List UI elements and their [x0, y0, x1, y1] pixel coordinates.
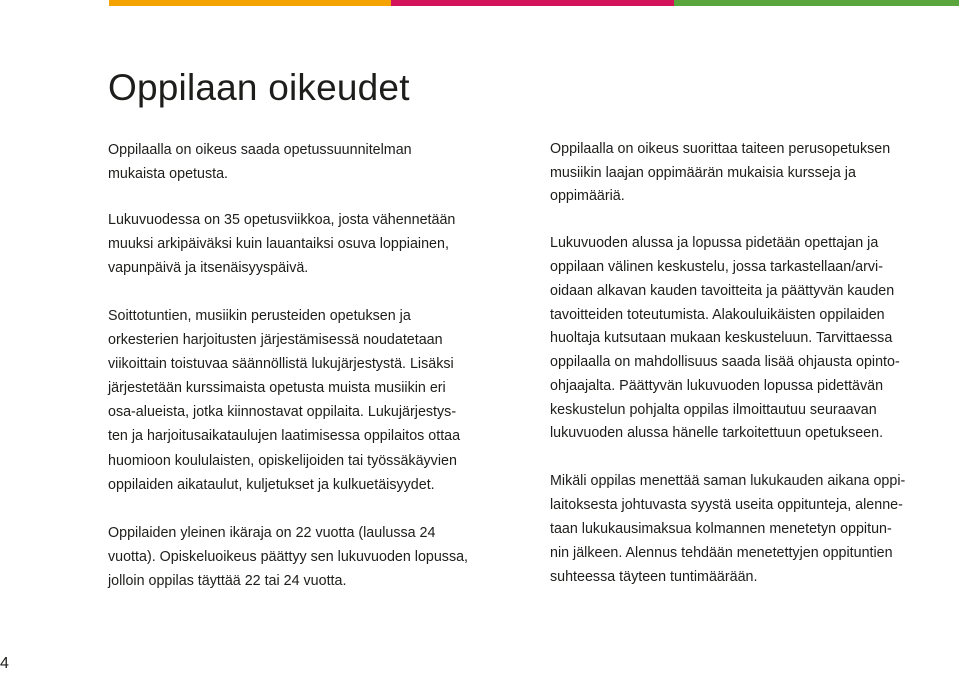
paragraph-teaching-weeks: Lukuvuodessa on 35 opetusviikkoa, josta vähennetään muuksi arkipäiväksi kuin lauantaiksi osuva loppiainen, vapunpäivä ja itsenäisyyspäivä. [108, 212, 456, 276]
paragraph-fee-reduction: Mikäli oppilas menettää saman lukukauden aikana oppi- laitoksesta johtuvasta syystä useita oppitunteja, alenne- taan lukukausimaksua kolmannen menetetyn oppitun- nin jälkeen. Alennus tehdään menetettyjen oppituntien suhteessa täyteen tuntimäärään. [550, 473, 906, 586]
color-bar-magenta [391, 0, 674, 6]
paragraph-discussion: Lukuvuoden alussa ja lopussa pidetään opettajan ja oppilaan välinen keskustelu, jossa tarkastellaan/arvi- oidaan alkavan kauden tavoitteita ja päättyvän kauden tavoitteiden toteutumista. Alakouluikäisten oppilaiden huoltaja kutsutaan mukaan keskusteluun. Tarvittaessa oppilaalla on mahdollisuus saada lisää ohjausta opinto- ohjaajalta. Päättyvän lukuvuoden lopussa pidettävän keskustelun pohjalta oppilas ilmoittautuu seuraavan lukuvuoden alussa hänelle tarkoitettuun opetukseen. [550, 235, 900, 442]
paragraph-curriculum: Oppilaalla on oikeus saada opetussuunnitelman mukaista opetusta. [108, 142, 412, 182]
page-title: Oppilaan oikeudet [108, 67, 410, 108]
paragraph-extended-syllabus: Oppilaalla on oikeus suorittaa taiteen perusopetuksen musiikin laajan oppimäärän mukaisia kursseja ja oppimääriä. [550, 141, 891, 205]
left-column [108, 138, 528, 593]
paragraph-age-limit: Oppilaiden yleinen ikäraja on 22 vuotta (laulussa 24 vuotta). Opiskeluoikeus päättyy sen lukuvuoden lopussa, jolloin oppilas täyttää 22 tai 24 vuotta. [108, 524, 469, 589]
page-number: 4 [0, 655, 9, 672]
paragraph-schedule: Soittotuntien, musiikin perusteiden opetuksen ja orkesterien harjoitusten järjestämisessä noudatetaan viikoittain toistuvaa säännöllistä lukujärjestystä. Lisäksi järjestetään kurssimaista opetusta muista musiikin eri osa-alueista, jotka kiinnostavat oppilaita. Lukujärjestys- ten ja harjoitusaikataulujen laatimisessa oppilaitos ottaa huomioon koululaisten, opiskelijoiden tai työssäkäyvien oppilaiden aikataulut, kuljetukset ja kulkuetäisyydet. [108, 308, 461, 493]
color-bar-orange [109, 0, 391, 6]
right-column [550, 138, 950, 589]
color-bar-green [674, 0, 959, 6]
color-bar [109, 0, 959, 6]
